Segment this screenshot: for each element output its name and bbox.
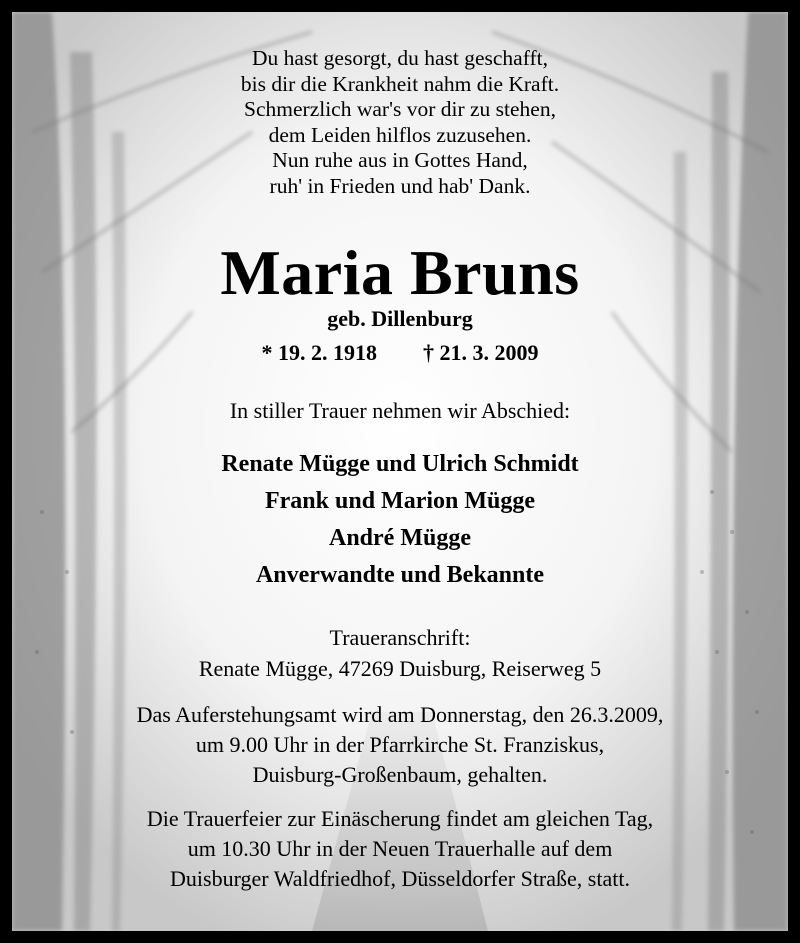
address-text: Renate Mügge, 47269 Duisburg, Reiserweg 5	[198, 656, 602, 681]
mourner: Anverwandte und Bekannte	[255, 562, 545, 588]
mourner: Frank und Marion Mügge	[264, 488, 536, 514]
mourner: Renate Mügge und Ulrich Schmidt	[221, 451, 579, 477]
poem-line: Du hast gesorgt, du hast geschafft,	[252, 46, 548, 70]
mourner: André Mügge	[329, 525, 471, 551]
death-date: † 21. 3. 2009	[423, 340, 539, 365]
poem-line: Schmerzlich war's vor dir zu stehen,	[244, 97, 556, 121]
poem-line: Nun ruhe aus in Gottes Hand,	[272, 148, 528, 172]
service-line: um 9.00 Uhr in der Pfarrkirche St. Franziskus,	[195, 732, 605, 757]
poem-line: dem Leiden hilflos zuzusehen.	[268, 122, 532, 147]
cremation-line: um 10.30 Uhr in der Neuen Trauerhalle auf dem	[187, 836, 613, 861]
birth-date: * 19. 2. 1918	[261, 340, 377, 365]
farewell-intro: In stiller Trauer nehmen wir Abschied:	[229, 398, 571, 423]
poem-line: bis dir die Krankheit nahm die Kraft.	[240, 71, 560, 96]
cremation-line: Duisburger Waldfriedhof, Düsseldorfer Straße, statt.	[170, 866, 630, 891]
mourners-list	[12, 446, 788, 594]
cremation-line: Die Trauerfeier zur Einäscherung findet am gleichen Tag,	[146, 806, 654, 831]
life-dates	[12, 338, 788, 368]
maiden-name: geb. Dillenburg	[327, 306, 473, 331]
mourning-address	[12, 622, 788, 684]
address-label: Traueranschrift:	[329, 625, 471, 650]
service-paragraph	[12, 700, 788, 790]
service-line: Duisburg-Großenbaum, gehalten.	[252, 762, 548, 787]
poem	[12, 46, 788, 199]
cremation-paragraph	[12, 804, 788, 894]
poem-line: ruh' in Frieden und hab' Dank.	[269, 173, 531, 198]
service-line: Das Auferstehungsamt wird am Donnerstag, den 26.3.2009,	[136, 702, 664, 727]
deceased-name: Maria Bruns	[220, 237, 580, 308]
